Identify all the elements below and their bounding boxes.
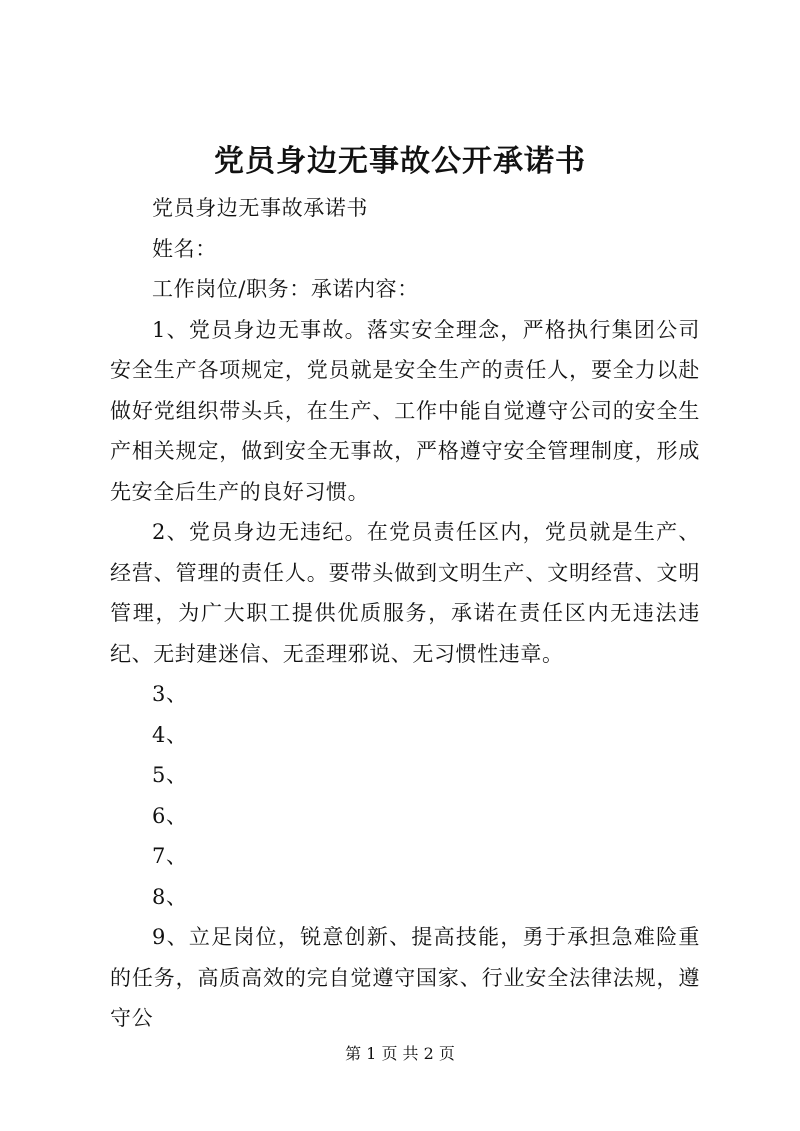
commitment-item-4: 4、	[152, 722, 188, 747]
commitment-item-1: 1、党员身边无事故。落实安全理念，严格执行集团公司安全生产各项规定，党员就是安全生产的责任人，要全力以赴做好党组织带头兵，在生产、工作中能自觉遵守公司的安全生产相关规定，做到安全无事故，严格遵守安全管理制度，形成先安全后生产的良好习惯。	[110, 317, 700, 504]
page-footer: 第 1 页 共 2 页	[345, 1044, 455, 1063]
document-body	[110, 188, 700, 1039]
commitment-item-9: 9、立足岗位，锐意创新、提高技能，勇于承担急难险重的任务，高质高效的完自觉遵守国家、行业安全法律法规，遵守公	[110, 925, 700, 1030]
commitment-item-2: 2、党员身边无违纪。在党员责任区内，党员就是生产、经营、管理的责任人。要带头做到文明生产、文明经营、文明管理，为广大职工提供优质服务，承诺在责任区内无违法违纪、无封建迷信、无歪理邪说、无习惯性违章。	[110, 520, 700, 666]
document-title: 党员身边无事故公开承诺书	[214, 144, 586, 179]
commitment-item-8: 8、	[152, 884, 188, 909]
commitment-item-6: 6、	[152, 803, 188, 828]
commitment-item-7: 7、	[152, 844, 188, 868]
name-field-paragraph: 姓名：	[152, 236, 217, 261]
commitment-item-5: 5、	[152, 763, 188, 787]
position-paragraph: 工作岗位/职务：承诺内容：	[152, 277, 419, 301]
subtitle-paragraph: 党员身边无事故承诺书	[152, 196, 368, 220]
commitment-item-3: 3、	[152, 682, 188, 706]
